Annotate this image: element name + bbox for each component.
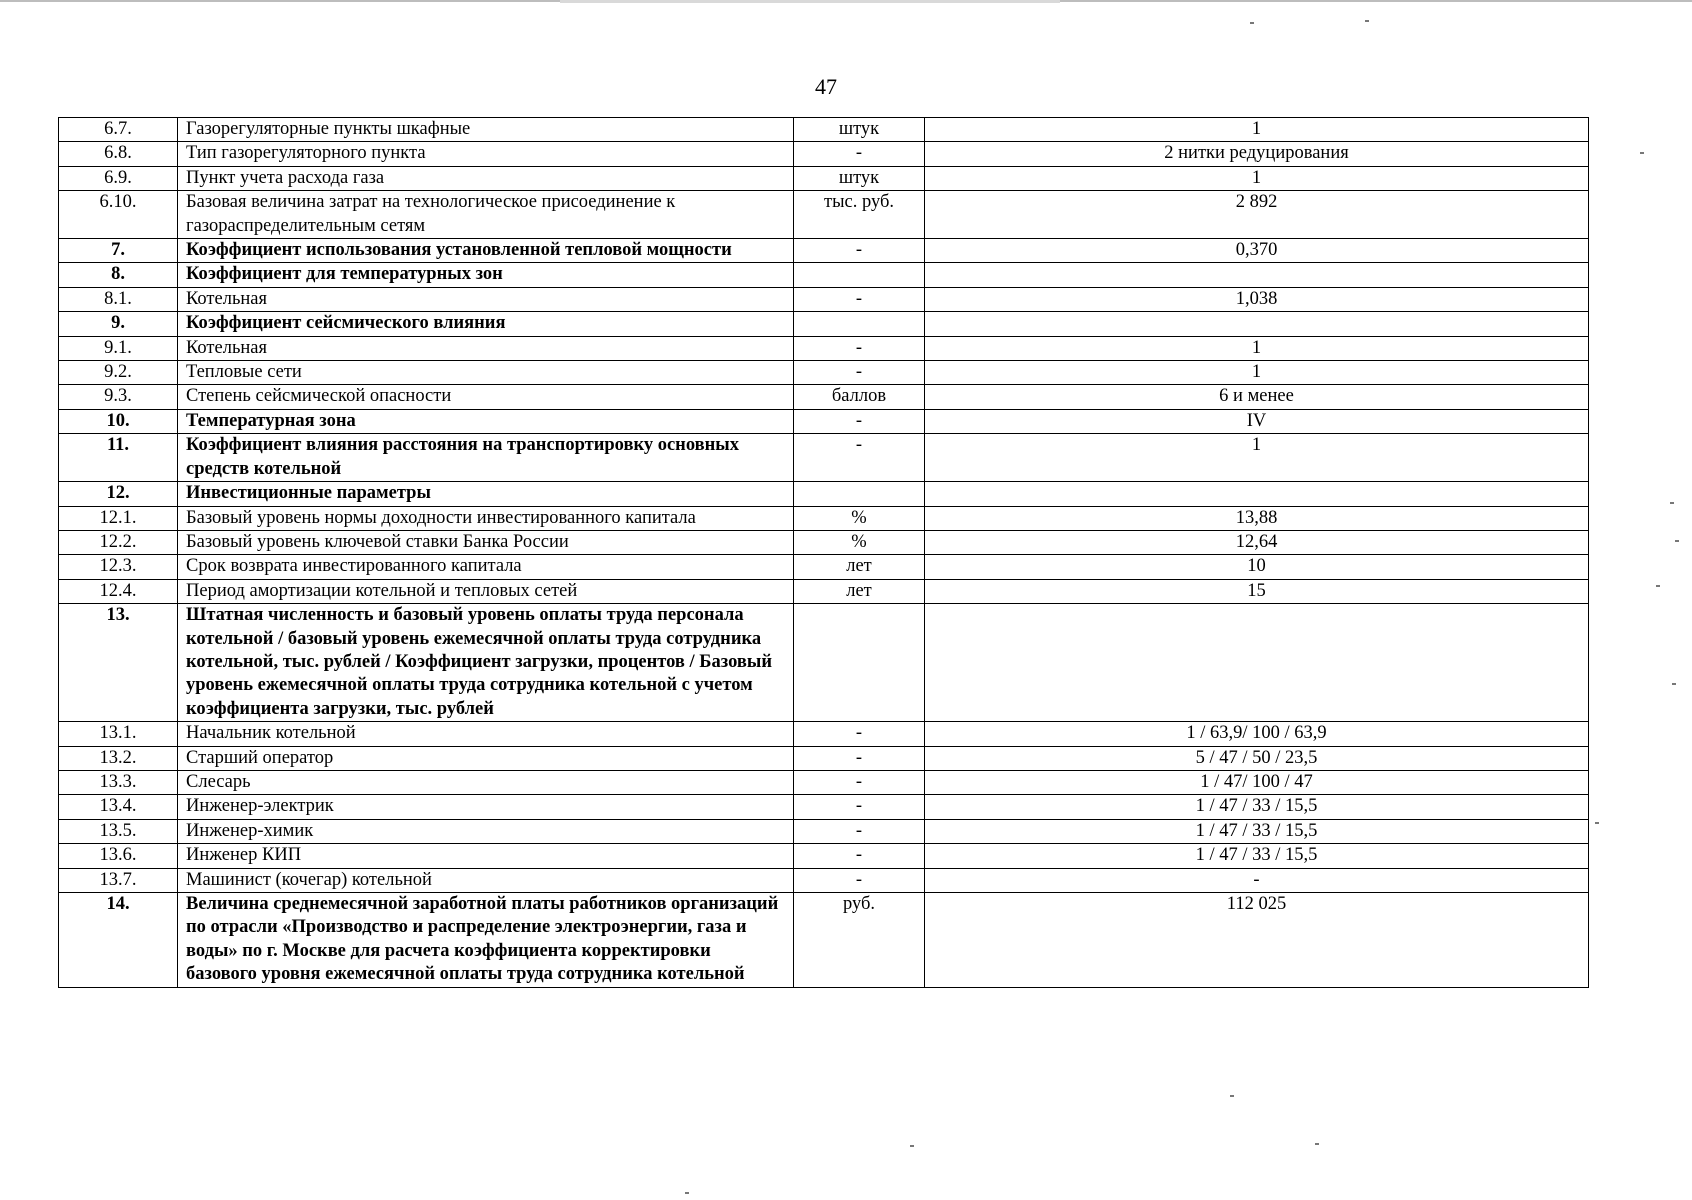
row-number-cell: 13.7. [59,868,178,892]
row-number-cell: 9.2. [59,361,178,385]
value-cell: 1 [925,118,1589,142]
parameter-name-cell: Срок возврата инвестированного капитала [178,555,794,579]
unit-cell [794,312,925,336]
row-number-cell: 9. [59,312,178,336]
table-row [59,604,1589,722]
parameter-name-cell: Котельная [178,287,794,311]
value-cell: 1 [925,361,1589,385]
parameter-name-cell: Величина среднемесячной заработной платы работников организаций по отрасли «Производство и распределение электроэнергии, газа и воды» по г. Москве для расчета коэффициента корректировки базового уровня ежемесячной оплаты труда сотрудника котельной [178,893,794,988]
table-row [59,482,1589,506]
row-number-cell: 7. [59,239,178,263]
table-row [59,239,1589,263]
row-number-cell: 12. [59,482,178,506]
unit-cell: лет [794,579,925,603]
table-row [59,722,1589,746]
scan-speck [1365,20,1369,22]
parameter-name-cell: Штатная численность и базовый уровень оплаты труда персонала котельной / базовый уровень ежемесячной оплаты труда сотрудника котельной, тыс. рублей / Коэффициент загрузки, процентов / Базовый уровень ежемесячной оплаты труда сотрудника котельной с учетом коэффициента загрузки, тыс. рублей [178,604,794,722]
unit-cell: - [794,819,925,843]
row-number-cell: 13.4. [59,795,178,819]
value-cell: 15 [925,579,1589,603]
table-row [59,409,1589,433]
table-row [59,361,1589,385]
value-cell: 6 и менее [925,385,1589,409]
value-cell: 112 025 [925,893,1589,988]
value-cell: 2 892 [925,191,1589,239]
value-cell: 12,64 [925,530,1589,554]
table-row [59,555,1589,579]
scan-speck [1670,502,1674,504]
unit-cell: лет [794,555,925,579]
value-cell: - [925,868,1589,892]
unit-cell: - [794,142,925,166]
value-cell: IV [925,409,1589,433]
row-number-cell: 13.5. [59,819,178,843]
parameter-name-cell: Коэффициент сейсмического влияния [178,312,794,336]
row-number-cell: 9.1. [59,336,178,360]
parameter-name-cell: Тип газорегуляторного пункта [178,142,794,166]
unit-cell: - [794,795,925,819]
table-row [59,530,1589,554]
parameter-name-cell: Начальник котельной [178,722,794,746]
row-number-cell: 13.1. [59,722,178,746]
unit-cell: % [794,506,925,530]
table-row [59,312,1589,336]
unit-cell: % [794,530,925,554]
parameter-name-cell: Инженер КИП [178,844,794,868]
parameter-name-cell: Коэффициент для температурных зон [178,263,794,287]
table-row [59,819,1589,843]
value-cell: 1 / 47 / 33 / 15,5 [925,795,1589,819]
row-number-cell: 6.9. [59,166,178,190]
parameter-name-cell: Степень сейсмической опасности [178,385,794,409]
parameter-name-cell: Машинист (кочегар) котельной [178,868,794,892]
value-cell: 13,88 [925,506,1589,530]
parameter-name-cell: Газорегуляторные пункты шкафные [178,118,794,142]
scan-speck [1672,683,1676,685]
unit-cell: тыс. руб. [794,191,925,239]
scan-speck [910,1145,914,1147]
scan-artifact [560,0,1060,3]
table-row [59,191,1589,239]
row-number-cell: 13.2. [59,746,178,770]
scan-speck [1656,585,1660,587]
parameters-table [58,117,1589,988]
row-number-cell: 9.3. [59,385,178,409]
scan-speck [1675,540,1679,542]
row-number-cell: 11. [59,434,178,482]
value-cell: 2 нитки редуцирования [925,142,1589,166]
unit-cell: - [794,770,925,794]
table-row [59,263,1589,287]
row-number-cell: 10. [59,409,178,433]
parameter-name-cell: Слесарь [178,770,794,794]
parameter-name-cell: Котельная [178,336,794,360]
table-row [59,746,1589,770]
table-row [59,844,1589,868]
unit-cell: - [794,868,925,892]
row-number-cell: 6.10. [59,191,178,239]
parameter-name-cell: Коэффициент влияния расстояния на транспортировку основных средств котельной [178,434,794,482]
scan-speck [1595,822,1599,824]
unit-cell: - [794,287,925,311]
table-row [59,506,1589,530]
unit-cell: - [794,722,925,746]
value-cell: 0,370 [925,239,1589,263]
value-cell: 1 [925,166,1589,190]
unit-cell: - [794,409,925,433]
unit-cell [794,263,925,287]
page-number: 47 [815,74,837,99]
value-cell: 1 / 47 / 33 / 15,5 [925,819,1589,843]
table-body [59,118,1589,988]
unit-cell [794,604,925,722]
value-cell: 1 / 47 / 33 / 15,5 [925,844,1589,868]
table-row [59,166,1589,190]
value-cell: 1 / 63,9/ 100 / 63,9 [925,722,1589,746]
value-cell [925,263,1589,287]
table-row [59,336,1589,360]
parameter-name-cell: Коэффициент использования установленной тепловой мощности [178,239,794,263]
value-cell: 1 [925,434,1589,482]
scan-speck [1250,22,1254,24]
row-number-cell: 12.2. [59,530,178,554]
value-cell [925,604,1589,722]
parameter-name-cell: Инженер-электрик [178,795,794,819]
table-row [59,287,1589,311]
table-row [59,795,1589,819]
value-cell [925,482,1589,506]
row-number-cell: 14. [59,893,178,988]
row-number-cell: 6.8. [59,142,178,166]
parameter-name-cell: Инвестиционные параметры [178,482,794,506]
table-row [59,385,1589,409]
table-row [59,434,1589,482]
row-number-cell: 12.1. [59,506,178,530]
table-row [59,142,1589,166]
parameter-name-cell: Период амортизации котельной и тепловых сетей [178,579,794,603]
unit-cell: - [794,239,925,263]
parameter-name-cell: Старший оператор [178,746,794,770]
row-number-cell: 13.6. [59,844,178,868]
unit-cell: - [794,434,925,482]
table-row [59,118,1589,142]
scan-speck [685,1192,689,1194]
unit-cell: - [794,336,925,360]
row-number-cell: 12.3. [59,555,178,579]
row-number-cell: 8.1. [59,287,178,311]
row-number-cell: 6.7. [59,118,178,142]
row-number-cell: 13. [59,604,178,722]
row-number-cell: 8. [59,263,178,287]
unit-cell [794,482,925,506]
value-cell: 10 [925,555,1589,579]
value-cell: 1 / 47/ 100 / 47 [925,770,1589,794]
scan-speck [1230,1095,1234,1097]
unit-cell: - [794,746,925,770]
table-row [59,868,1589,892]
unit-cell: штук [794,118,925,142]
unit-cell: баллов [794,385,925,409]
value-cell [925,312,1589,336]
value-cell: 5 / 47 / 50 / 23,5 [925,746,1589,770]
table-row [59,770,1589,794]
scan-speck [1640,152,1644,154]
parameter-name-cell: Базовый уровень нормы доходности инвестированного капитала [178,506,794,530]
unit-cell: - [794,844,925,868]
row-number-cell: 13.3. [59,770,178,794]
value-cell: 1 [925,336,1589,360]
unit-cell: штук [794,166,925,190]
parameter-name-cell: Инженер-химик [178,819,794,843]
table-row [59,893,1589,988]
row-number-cell: 12.4. [59,579,178,603]
unit-cell: - [794,361,925,385]
table-row [59,579,1589,603]
parameter-name-cell: Базовая величина затрат на технологическое присоединение к газораспределительным сетям [178,191,794,239]
unit-cell: руб. [794,893,925,988]
parameter-name-cell: Тепловые сети [178,361,794,385]
value-cell: 1,038 [925,287,1589,311]
parameter-name-cell: Температурная зона [178,409,794,433]
parameter-name-cell: Пункт учета расхода газа [178,166,794,190]
parameter-name-cell: Базовый уровень ключевой ставки Банка России [178,530,794,554]
scan-speck [1315,1143,1319,1145]
